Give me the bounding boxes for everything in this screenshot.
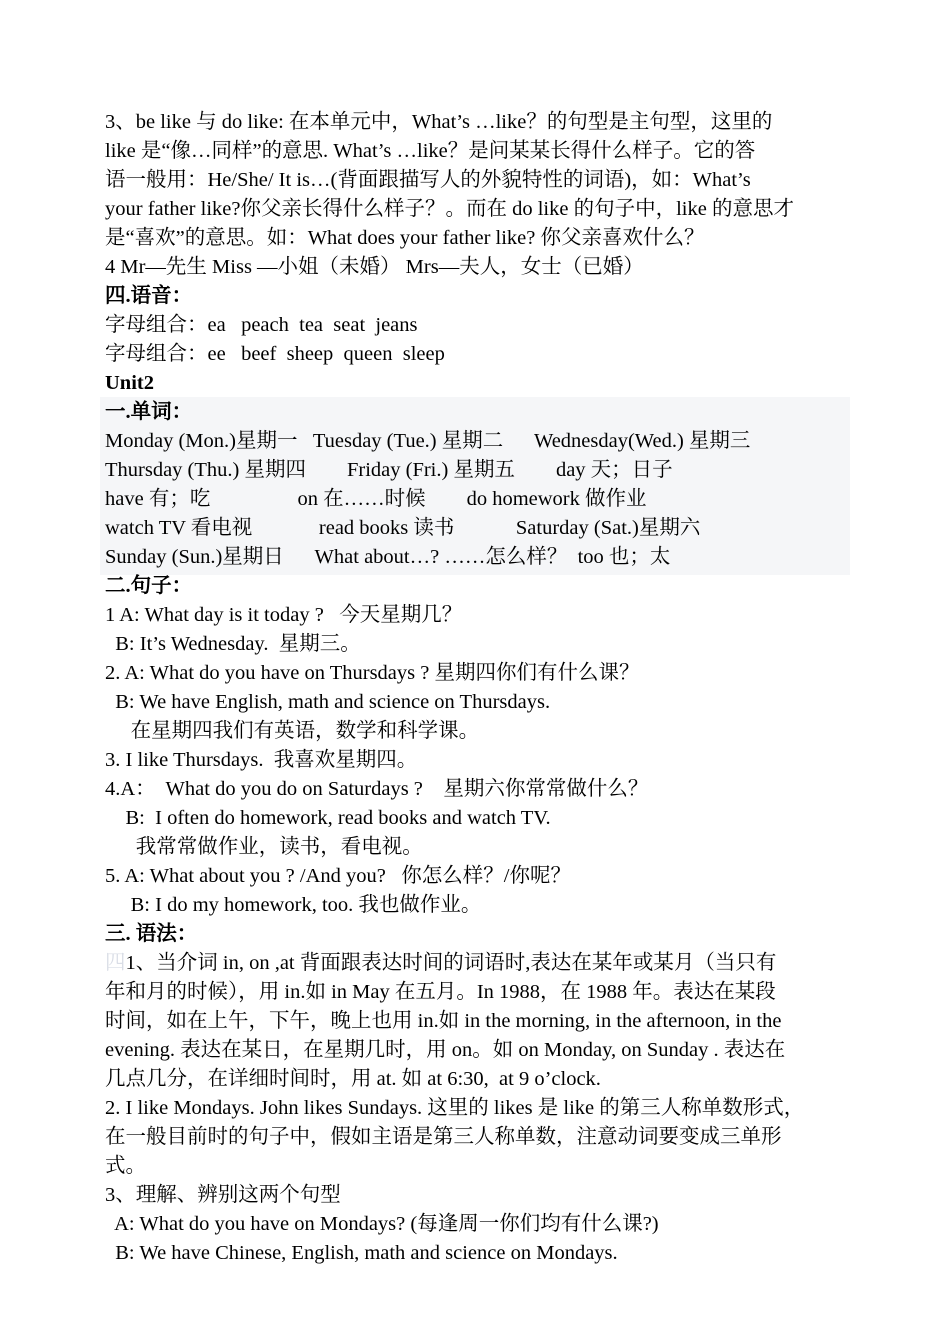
vocab-line: have 有；吃 on 在……时候 do homework 做作业 [105,488,647,510]
grammar-line: 年和月的时候），用 in.如 in May 在五月。In 1988，在 1988 年。表达在某段 [105,981,776,1003]
sentence-line: B: I often do homework, read books and watch TV. [105,807,551,829]
grammar-line: 2. I like Mondays. John likes Sundays. 这里的 likes 是 like 的第三人称单数形式， [105,1097,805,1119]
text-line: your father like?你父亲长得什么样子？。而在 do like 的句子中，like 的意思才 [105,198,794,220]
grammar-line: evening. 表达在某日，在星期几时，用 on。如 on Monday, on Sunday . 表达在 [105,1039,786,1061]
section-heading: 四.语音： [105,285,193,307]
section-heading: 二.句子： [105,575,193,597]
vocab-line: Sunday (Sun.)星期日 What about…? ……怎么样？ too 也；太 [105,546,671,568]
sentence-line: 我常常做作业，读书，看电视。 [105,836,423,858]
faint-mark: 四 [105,952,126,974]
text-line: 字母组合：ea peach tea seat jeans [105,314,418,336]
text-line: 3、be like 与 do like: 在本单元中，What’s …like？的句型是主句型，这里的 [105,111,773,133]
section-heading: 一.单词： [105,401,193,423]
sentence-line: B: It’s Wednesday. 星期三。 [105,633,361,655]
grammar-line: A: What do you have on Mondays? (每逢周一你们均有什么课?) [105,1213,659,1235]
vocab-line: Monday (Mon.)星期一 Tuesday (Tue.) 星期二 Wednesday(Wed.) 星期三 [105,430,751,452]
grammar-line: 时间，如在上午，下午，晚上也用 in.如 in the morning, in the afternoon, in the [105,1010,782,1032]
unit-heading: Unit2 [105,372,154,394]
sentence-line: B: I do my homework, too. 我也做作业。 [105,894,482,916]
grammar-line [105,949,776,978]
grammar-line: 几点几分，在详细时间时，用 at. 如 at 6:30, at 9 o’clock. [105,1068,601,1090]
grammar-line: 3、理解、辨别这两个句型 [105,1184,341,1206]
vocab-line: watch TV 看电视 read books 读书 Saturday (Sat.)星期六 [105,517,701,539]
grammar-text: 1、当介词 in, on ,at 背面跟表达时间的词语时,表达在某年或某月（当只有 [125,952,777,974]
text-line: 语一般用：He/She/ It is…(背面跟描写人的外貌特性的词语)，如：What’s [105,169,751,191]
sentence-line: 5. A: What about you ? /And you? 你怎么样？/你呢？ [105,865,571,887]
text-line: 是“喜欢”的意思。如：What does your father like? 你父亲喜欢什么？ [105,227,705,249]
sentence-line: 4.A： What do you do on Saturdays ? 星期六你常常做什么？ [105,778,649,800]
text-line: 字母组合：ee beef sheep queen sleep [105,343,445,365]
vocab-line: Thursday (Thu.) 星期四 Friday (Fri.) 星期五 day 天；日子 [105,459,673,481]
sentence-line: 2. A: What do you have on Thursdays ? 星期四你们有什么课？ [105,662,640,684]
text-line: like 是“像…同样”的意思. What’s …like？是问某某长得什么样子。它的答 [105,140,756,162]
sentence-line: 1 A: What day is it today ? 今天星期几？ [105,604,463,626]
sentence-line: 3. I like Thursdays. 我喜欢星期四。 [105,749,418,771]
grammar-line: 式。 [105,1155,146,1177]
text-line: 4 Mr—先生 Miss —小姐（未婚） Mrs—夫人，女士（已婚） [105,256,644,278]
grammar-line: B: We have Chinese, English, math and science on Mondays. [105,1242,618,1264]
sentence-line: 在星期四我们有英语，数学和科学课。 [105,720,480,742]
grammar-line: 在一般目前时的句子中，假如主语是第三人称单数，注意动词要变成三单形 [105,1126,782,1148]
section-heading: 三. 语法： [105,923,198,945]
sentence-line: B: We have English, math and science on Thursdays. [105,691,551,713]
